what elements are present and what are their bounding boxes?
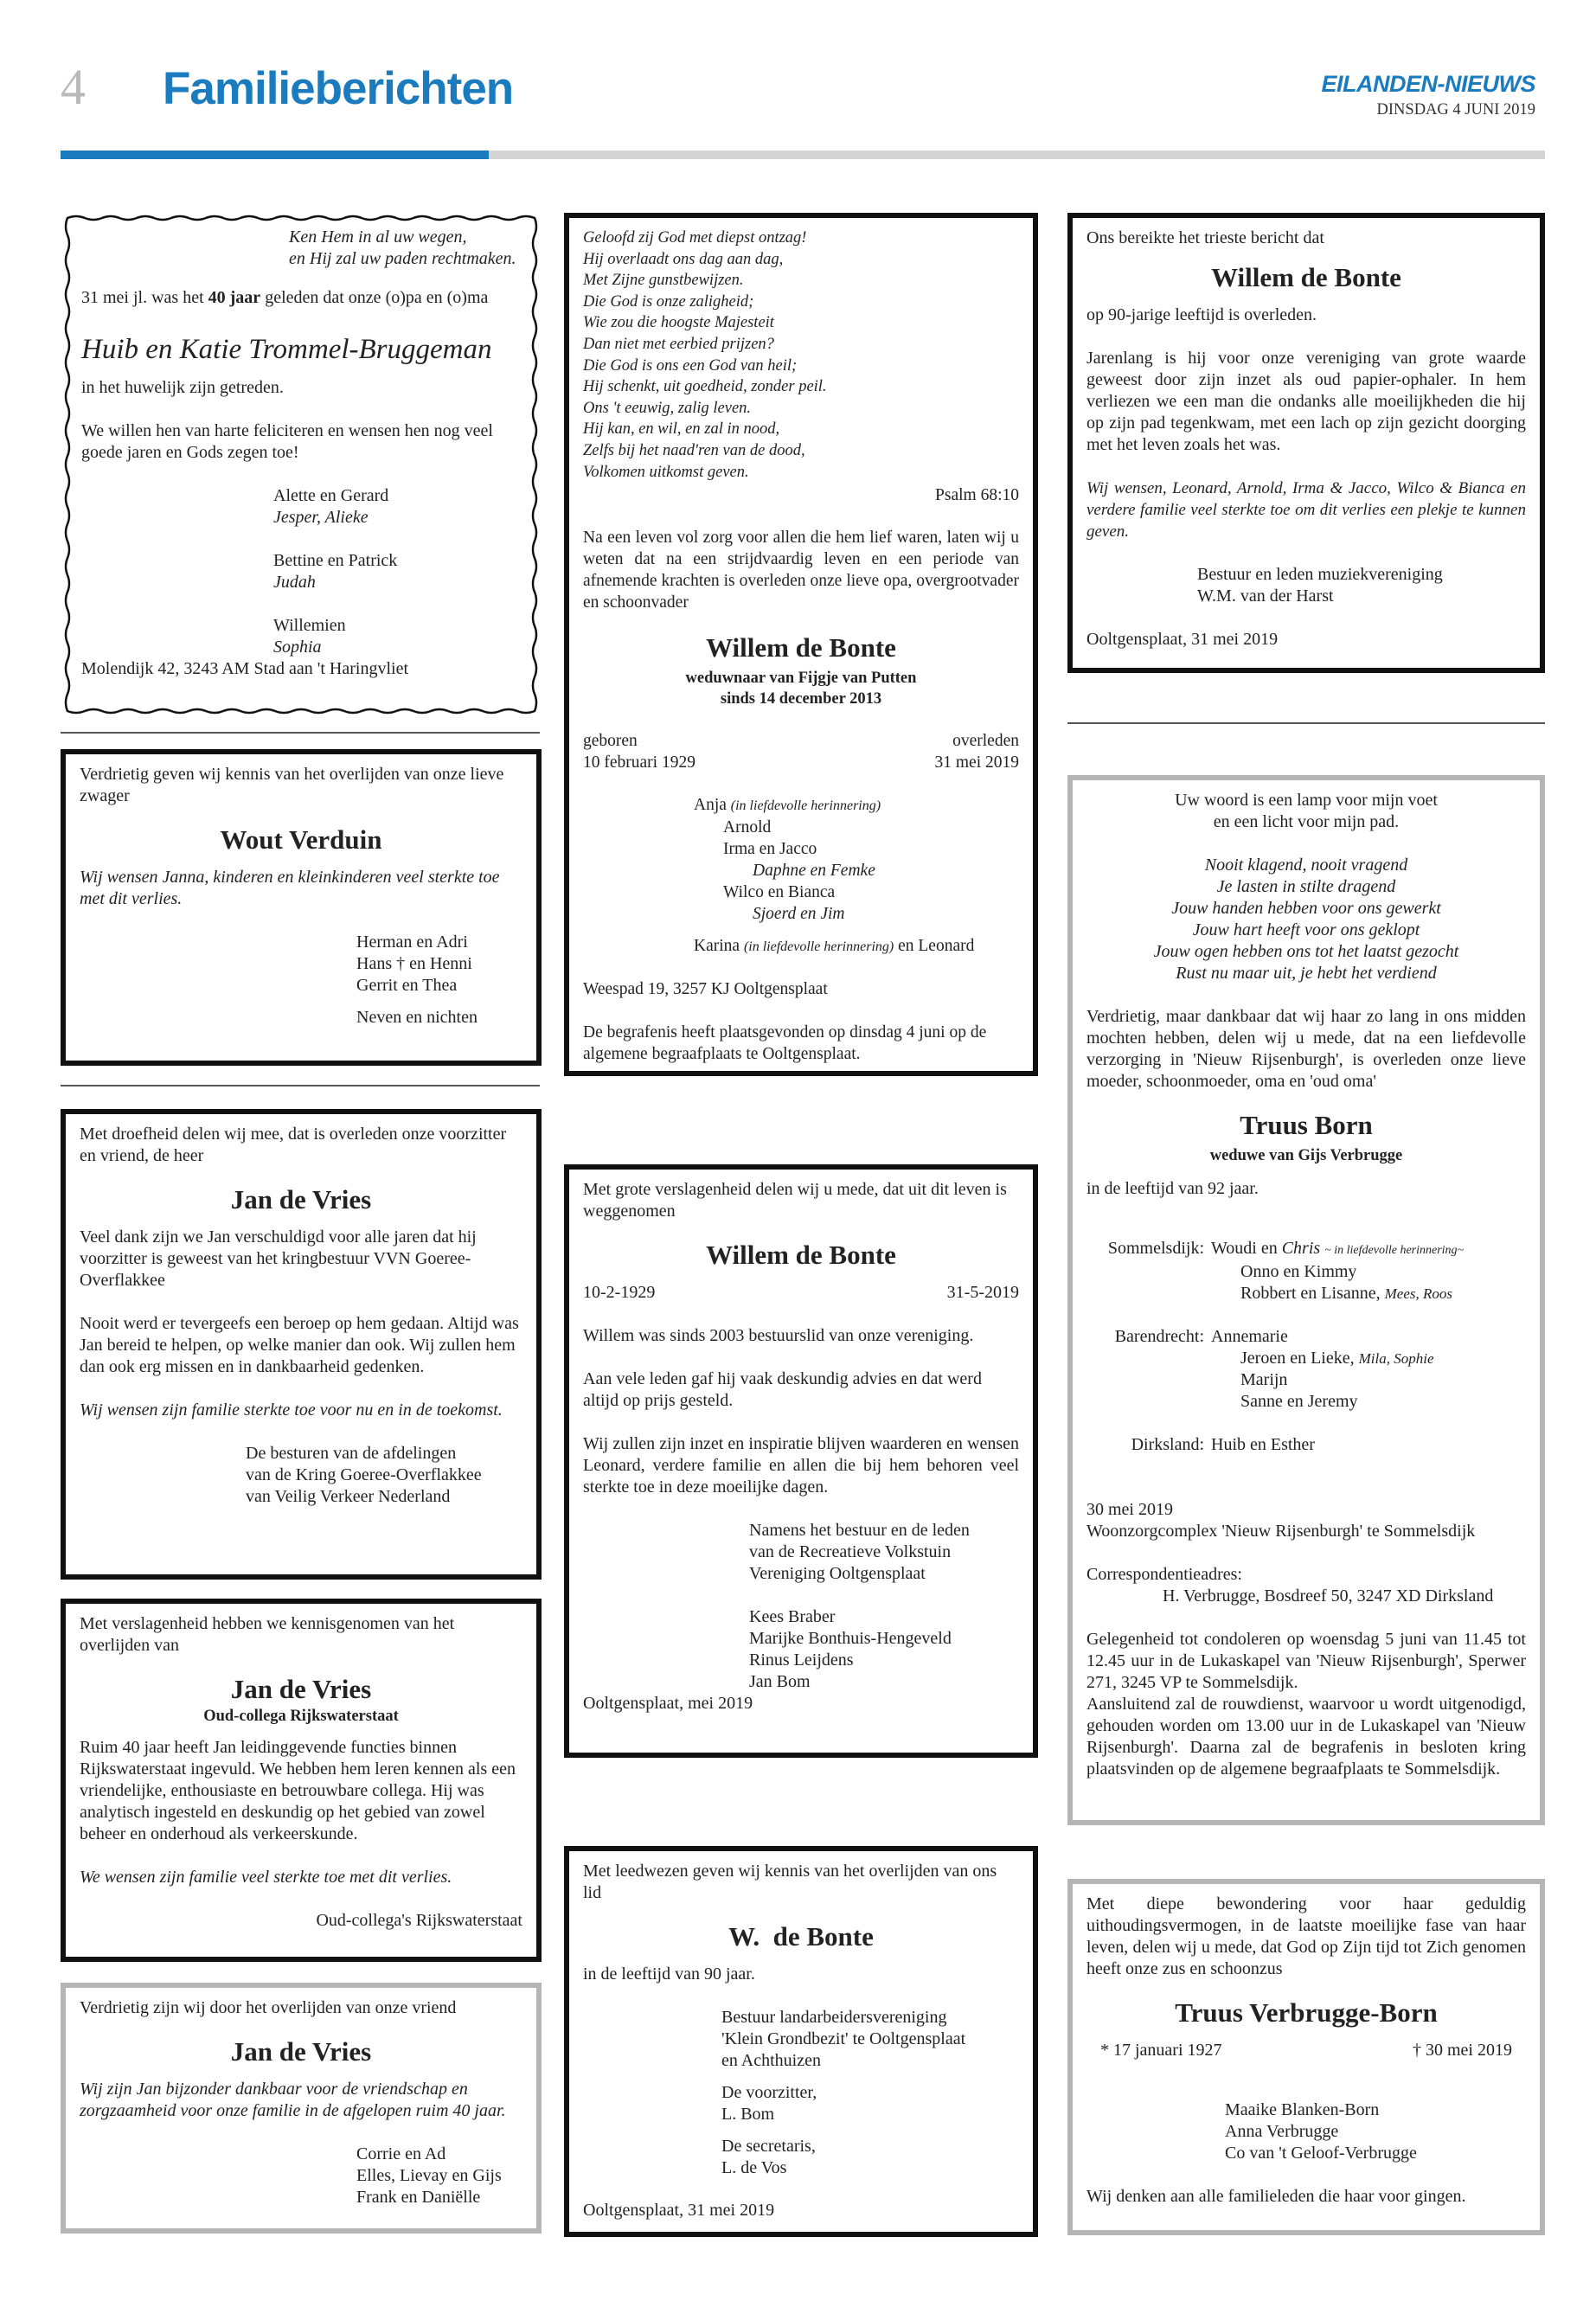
deceased-name: Jan de Vries [230,2036,372,2067]
obituary-intro: Verdrietig geven wij kennis van het overlijden van onze lieve zwager [80,765,504,805]
obituary-intro: Ons bereikte het trieste bericht dat [1086,228,1324,247]
anniversary-intro: 31 mei jl. was het 40 jaar geleden dat onze (o)pa en (o)ma [81,288,489,307]
page-number: 4 [61,59,86,115]
obituary-text: Nooit werd er tevergeefs een beroep op hem gedaan. Altijd was Jan bereid te helpen, op welke manier dan ook. Wij zullen hem dan ook erg missen en in dankbaarheid gedenken. [80,1314,519,1376]
obituary-intro: Met diepe bewondering voor haar geduldig uithoudingsvermogen, in de laatste moeilijke fase van haar leven, delen wij u mede, dat God op Zijn tijd tot Zich genomen heeft onze zus en schoonzus [1086,1894,1526,1978]
obituary-willem-de-bonte-volkstuin [564,1164,1038,1758]
place-date: Ooltgensplaat, mei 2019 [583,1694,753,1713]
anniversary-ad [66,216,536,713]
issue-date: DINSDAG 4 JUNI 2019 [1376,101,1535,119]
condolence-wish: Wij wensen Janna, kinderen en kleinkinderen veel sterkte toe met dit verlies. [80,868,500,908]
life-dates: 10-2-1929 31-5-2019 [583,1283,1019,1302]
verse-line: Ken Hem in al uw wegen, [289,228,467,247]
obituary-truus-verbrugge-born [1067,1879,1545,2235]
obituary-intro: Met leedwezen geven wij kennis van het overlijden van ons lid [583,1862,997,1902]
anniversary-wish: We willen hen van harte feliciteren en wensen hen nog veel goede jaren en Gods zegen toe! [81,421,493,462]
closing-line: Wij denken aan alle familieleden die haar voor gingen. [1086,2187,1466,2206]
bible-verse: Uw woord is een lamp voor mijn voet en een licht voor mijn pad. [1175,791,1438,831]
deceased-subtitle: weduwnaar van Fijgje van Putten sinds 14 december 2013 [685,670,917,708]
deceased-name: Willem de Bonte [706,1240,896,1270]
obituary-jan-de-vries-vvn [61,1109,542,1580]
deceased-name: Jan de Vries [230,1184,372,1215]
funeral-notice: Gelegenheid tot condoleren op woensdag 5 juni van 11.45 tot 12.45 uur in de Lukaskapel van 'Nieuw Rijsenburgh', Sperwer 271, 3245 VP te Sommelsdijk. Aansluitend zal de rouwdienst, waarvoor u wordt uitgenodigd, gehouden worden om 13.00 uur in de Lukaskapel van 'Nieuw Rijsenburgh'. Daarna zal de begrafenis in besloten kring plaatsvinden op de algemene begraafplaats te Sommelsdijk. [1086,1630,1526,1779]
condolence-wish: Wij wensen, Leonard, Arnold, Irma & Jacco, Wilco & Bianca en verdere familie veel sterkte toe om dit verlies een plekje te kunnen geven. [1086,479,1526,541]
condolence-wish: Wij wensen zijn familie sterkte toe voor nu en in de toekomst. [80,1400,503,1420]
obituary-intro: Met verslagenheid hebben we kennisgenomen van het overlijden van [80,1614,455,1655]
obituary-w-de-bonte-landarbeiders [564,1846,1038,2237]
deceased-subtitle: weduwe van Gijs Verbrugge [1209,1147,1403,1164]
date-place: 30 mei 2019 Woonzorgcomplex 'Nieuw Rijsenburgh' te Sommelsdijk [1086,1500,1476,1541]
column-divider [1067,722,1545,724]
signatories: Corrie en Ad Elles, Lievay en Gijs Frank en Daniëlle [356,2144,502,2207]
header-rule-accent [61,151,489,159]
obituary-intro: Met droefheid delen wij mee, dat is overleden onze voorzitter en vriend, de heer [80,1125,507,1165]
obituary-intro: Na een leven vol zorg voor allen die hem lief waren, laten wij u weten dat na een strijdvaardig leven en een periode van afnemende krachten is overleden onze lieve opa, overgrootvader en schoonvader [583,529,1019,612]
section-title: Familieberichten [163,63,514,114]
psalm-reference: Psalm 68:10 [935,486,1019,505]
deceased-name: Wout Verduin [220,824,382,855]
deceased-name: W. de Bonte [728,1921,874,1952]
obituary-intro: Verdrietig zijn wij door het overlijden van onze vriend [80,1998,457,2017]
deceased-name: Willem de Bonte [706,632,896,663]
obituary-text: Veel dank zijn we Jan verschuldigd voor alle jaren dat hij voorzitter is geweest van het kringbestuur VVN Goeree-Overflakkee [80,1227,477,1290]
deceased-name: Willem de Bonte [1211,262,1401,292]
obituary-text: Ruim 40 jaar heeft Jan leidinggevende functies binnen Rijkswaterstaat ingevuld. We hebben hem leren kennen als een vriendelijke, enthousiaste en betrouwbare collega. Hij was analytisch ingesteld en deskundig op het gebied van zowel beheer en onderhoud als verkeerskunde. [80,1738,516,1843]
family-list: Anja (in liefdevolle herinnering) Arnold Irma en Jacco Daphne en Femke Wilco en Bianca Sjoerd en Jim Karina (in liefdevolle herinnering) en Leonard [694,796,975,956]
obituary-text: Aan vele leden gaf hij vaak deskundig advies en dat werd altijd op prijs gesteld. [583,1369,982,1410]
obituary-intro: Verdrietig, maar dankbaar dat wij haar zo lang in ons midden mochten hebben, delen wij u mede, dat na een liefdevolle verzorging in 'Nieuw Rijsenburgh', is overleden onze lieve moeder, schoonmoeder, oma en 'oud oma' [1086,1007,1526,1091]
newspaper-logo: EILANDEN-NIEUWS [1321,71,1535,97]
verse-line: en Hij zal uw paden rechtmaken. [289,249,516,268]
signatories: De besturen van de afdelingen van de Kring Goeree-Overflakkee van Veilig Verkeer Nederland [246,1444,482,1506]
obituary-intro: Met grote verslagenheid delen wij u mede, dat uit dit leven is weggenomen [583,1180,1007,1221]
obituary-text: Jarenlang is hij voor onze vereniging van grote waarde geweest door zijn inzet als oud papier-ophaler. In hem verliezen we een man die ondanks alle moeilijkheden die hij op zijn pad tegenkwam, met een lach op zijn gezicht doorging met het leven zoals het was. [1086,349,1526,454]
signatories: Bestuur landarbeidersvereniging 'Klein Grondbezit' te Ooltgensplaat en Achthuizen De voorzitter, L. Bom De secretaris, L. de Vos [721,2008,966,2177]
age-line: op 90-jarige leeftijd is overleden. [1086,305,1317,324]
place-date: Ooltgensplaat, 31 mei 2019 [1086,630,1279,649]
column-divider [61,732,540,734]
signatories: Maaike Blanken-Born Anna Verbrugge Co van 't Geloof-Verbrugge [1225,2100,1417,2163]
bible-verse [289,227,521,270]
correspondence-address: Correspondentieadres: H. Verbrugge, Bosdreef 50, 3247 XD Dirksland [1086,1565,1494,1606]
obituary-willem-de-bonte-muziek [1067,213,1545,673]
signatories: Bestuur en leden muziekvereniging W.M. van der Harst [1197,565,1443,606]
psalm-verse: Geloofd zij God met diepst ontzag! Hij overlaadt ons dag aan dag, Met Zijne gunstbewijzen. Die God is onze zaligheid; Wie zou die hoogste Majesteit Dan niet met eerbied prijzen? Die God is ons een God van heil; Hij schenkt, uit goedheid, zonder peil. Ons 't eeuwig, zalig leven. Hij kan, en wil, en zal in nood, Zelfs bij het naad'ren van de dood, Volkomen uitkomst geven. [583,229,827,481]
column-divider [61,1085,540,1086]
anniversary-text: in het huwelijk zijn getreden. [81,378,284,397]
signatories: Alette en Gerard Jesper, Alieke Bettine en Patrick Judah Willemien Sophia [273,486,398,657]
family-list: Sommelsdijk: Woudi en Chris ~ in liefdevolle herinnering~ Onno en Kimmy Robbert en Lisanne, Mees, Roos Barendrecht: Annemarie Jeroen en Lieke, Mila, Sophie Marijn Sanne en Jeremy Dirksland: Huib en Esther [1107,1239,1465,1454]
signatories: Namens het bestuur en de leden van de Recreatieve Volkstuin Vereniging Ooltgensplaat Kees Braber Marijke Bonthuis-Hengeveld Rinus Leijdens Jan Bom [749,1521,970,1691]
place-date: Ooltgensplaat, 31 mei 2019 [583,2201,775,2220]
funeral-notice: De begrafenis heeft plaatsgevonden op dinsdag 4 juni op de algemene begraafplaats te Ooltgensplaat. [583,1023,987,1064]
age-line: in de leeftijd van 92 jaar. [1086,1179,1259,1198]
obituary-truus-born-family [1067,775,1545,1825]
obituary-jan-de-vries-rws [61,1599,542,1962]
signatories: Herman en Adri Hans † en Henni Gerrit en Thea Neven en nichten [356,933,478,1027]
address: Weespad 19, 3257 KJ Ooltgensplaat [583,980,828,999]
deceased-name: Jan de Vries [230,1674,372,1704]
obituary-wout-verduin [61,749,542,1066]
couple-name: Huib en Katie Trommel-Bruggeman [81,334,492,365]
signatories: Oud-collega's Rijkswaterstaat [316,1911,522,1930]
age-line: in de leeftijd van 90 jaar. [583,1965,755,1984]
obituary-jan-de-vries-friends [61,1983,542,2234]
condolence-wish: Wij zijn Jan bijzonder dankbaar voor de vriendschap en zorgzaamheid voor onze familie in de afgelopen ruim 40 jaar. [80,2080,506,2120]
obituary-text: Willem was sinds 2003 bestuurslid van onze vereniging. [583,1326,974,1345]
deceased-subtitle: Oud-collega Rijkswaterstaat [203,1708,399,1725]
obituary-willem-de-bonte-family [564,213,1038,1076]
life-dates: geboren 10 februari 1929 overleden 31 mei 2019 [583,732,1019,772]
memorial-poem: Nooit klagend, nooit vragend Je lasten in stilte dragend Jouw handen hebben voor ons gewerkt Jouw hart heeft voor ons geklopt Jouw ogen hebben ons tot het laatst gezocht Rust nu maar uit, je hebt het verdiend [1153,856,1459,983]
deceased-name: Truus Verbrugge-Born [1175,1997,1438,2028]
obituary-text: Wij zullen zijn inzet en inspiratie blijven waarderen en wensen Leonard, verdere familie en allen die bij hem behoren veel sterkte toe in deze moeilijke dagen. [583,1434,1019,1497]
life-dates: * 17 januari 1927 † 30 mei 2019 [1100,2041,1512,2060]
condolence-wish: We wensen zijn familie veel sterkte toe met dit verlies. [80,1868,452,1887]
address: Molendijk 42, 3243 AM Stad aan 't Haringvliet [81,659,409,678]
deceased-name: Truus Born [1240,1110,1373,1140]
